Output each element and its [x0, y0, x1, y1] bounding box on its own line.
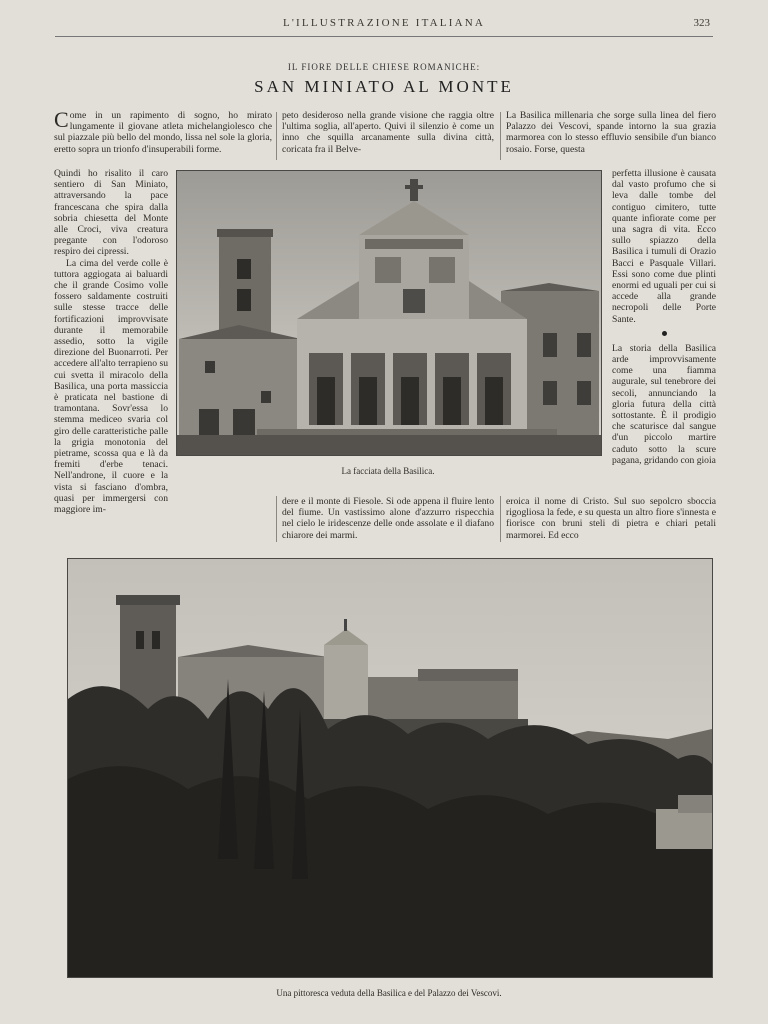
facade-photo: [176, 170, 602, 456]
text-column-2-bottom: [282, 496, 494, 544]
column-3-paragraph-2: perfetta illusione è causata dal vasto profumo che si leva dalle tombe del contiguo cimitero, tutte quante infiorate come per una sagra di vita. Ecco sullo spiazzo della Basilica i tumuli di Orazio Bacci e Pasquale Villari. Essi sono come due plinti enormi ed uguali per cui si accede alla grande necropoli delle Porte Sante.: [612, 168, 716, 325]
column-rule: [276, 112, 277, 160]
text-column-3-top: [506, 110, 716, 168]
column-rule: [500, 112, 501, 160]
column-3-paragraph-3: La storia della Basilica arde improvvisamente come una fiamma augurale, sul tenebrore dei secoli, annunciando la gloria futura della città sottostante. È il prodigio che scaturisce dal sangue d'un piccolo martire caduto sotto la scure pagana, gridando con gioia: [612, 342, 716, 466]
article-title: SAN MINIATO AL MONTE: [254, 77, 514, 96]
text-column-2-top: [282, 110, 494, 168]
text-column-3-bottom: [506, 496, 716, 544]
page-number: 323: [693, 17, 710, 29]
ornament-spacer: [612, 325, 716, 343]
column-rule: [276, 496, 277, 542]
running-header: L'ILLUSTRAZIONE ITALIANA: [282, 17, 486, 29]
panorama-caption: Una pittoresca veduta della Basilica e del Palazzo dei Vescovi.: [276, 988, 502, 998]
drop-cap: C: [54, 107, 69, 132]
facade-caption: La facciata della Basilica.: [341, 466, 435, 476]
header-rule: [55, 36, 713, 37]
column-1-paragraph-3: La cima del verde colle è tuttora aggiogata ai baluardi che il grande Cosimo volle fossero saldamente costruiti sulle stesse tracce delle fortificazioni improvvisate durante il memorabile assedio, sotto la vigile direzione del Buonarroti. Per accedere all'alto terrapieno su cui svetta il miracolo della Basilica, una porta massiccia è praticata nel bastione di tramontana. Sovr'essa lo stemma mediceo svaria col giro delle caratteristiche palle la grigia monotonia del pietrame, scossa qua e là da fremiti d'erbe tenaci. Nell'androne, il cuore e la vista si fasciano d'ombra, quasi per immergersi con maggiore im-: [54, 257, 168, 516]
article-kicker: IL FIORE DELLE CHIESE ROMANICHE:: [287, 62, 481, 72]
column-2-paragraph: peto desideroso nella grande visione che raggia oltre l'ultima soglia, all'aperto. Quivi il silenzio è come un inno che squilla arcanamente sulla divina città, coricata fra il Belve-: [282, 110, 494, 155]
text-column-1: [54, 168, 168, 542]
text-column-1-top: [54, 107, 272, 155]
panorama-photo: [67, 558, 713, 978]
ornament-dot: [662, 331, 667, 336]
column-1-paragraph-2: Quindi ho risalito il caro sentiero di San Miniato, attraversando la pace francescana che spira dalla sobria chiesetta del Monte alle Croci, viva creatura pregante con l'odoroso respiro dei cipressi.: [54, 168, 168, 258]
column-3-continuation: eroica il nome di Cristo. Sul suo sepolcro sboccia rigogliosa la fede, e su questa un altro fiore s'innesta e fiorisce con bruni steli di pietra e chiari petali marmorei. Ed ecco: [506, 496, 716, 541]
column-1-paragraph-1: ome in un rapimento di sogno, ho mirato lungamente il giovane atleta michelangiolesco che sul piazzale più bello del mondo, lissa nel sole la gloria, eretto sopra un trionfo d'insuperabili forme.: [54, 110, 272, 155]
column-3-paragraph-1: La Basilica millenaria che sorge sulla linea del fiero Palazzo dei Vescovi, spande intorno la sua grazia marmorea con lo stesso effluvio sensibile d'un bianco rosaio. Forse, questa: [506, 110, 716, 155]
column-2-continuation: dere e il monte di Fiesole. Si ode appena il fluire lento del fiume. Un vastissimo alone d'azzurro rispecchia nel cielo le iridescenze delle onde assolate e il diafano chiarore dei marmi.: [282, 496, 494, 541]
column-rule: [500, 496, 501, 542]
text-column-3-side: [612, 168, 716, 498]
